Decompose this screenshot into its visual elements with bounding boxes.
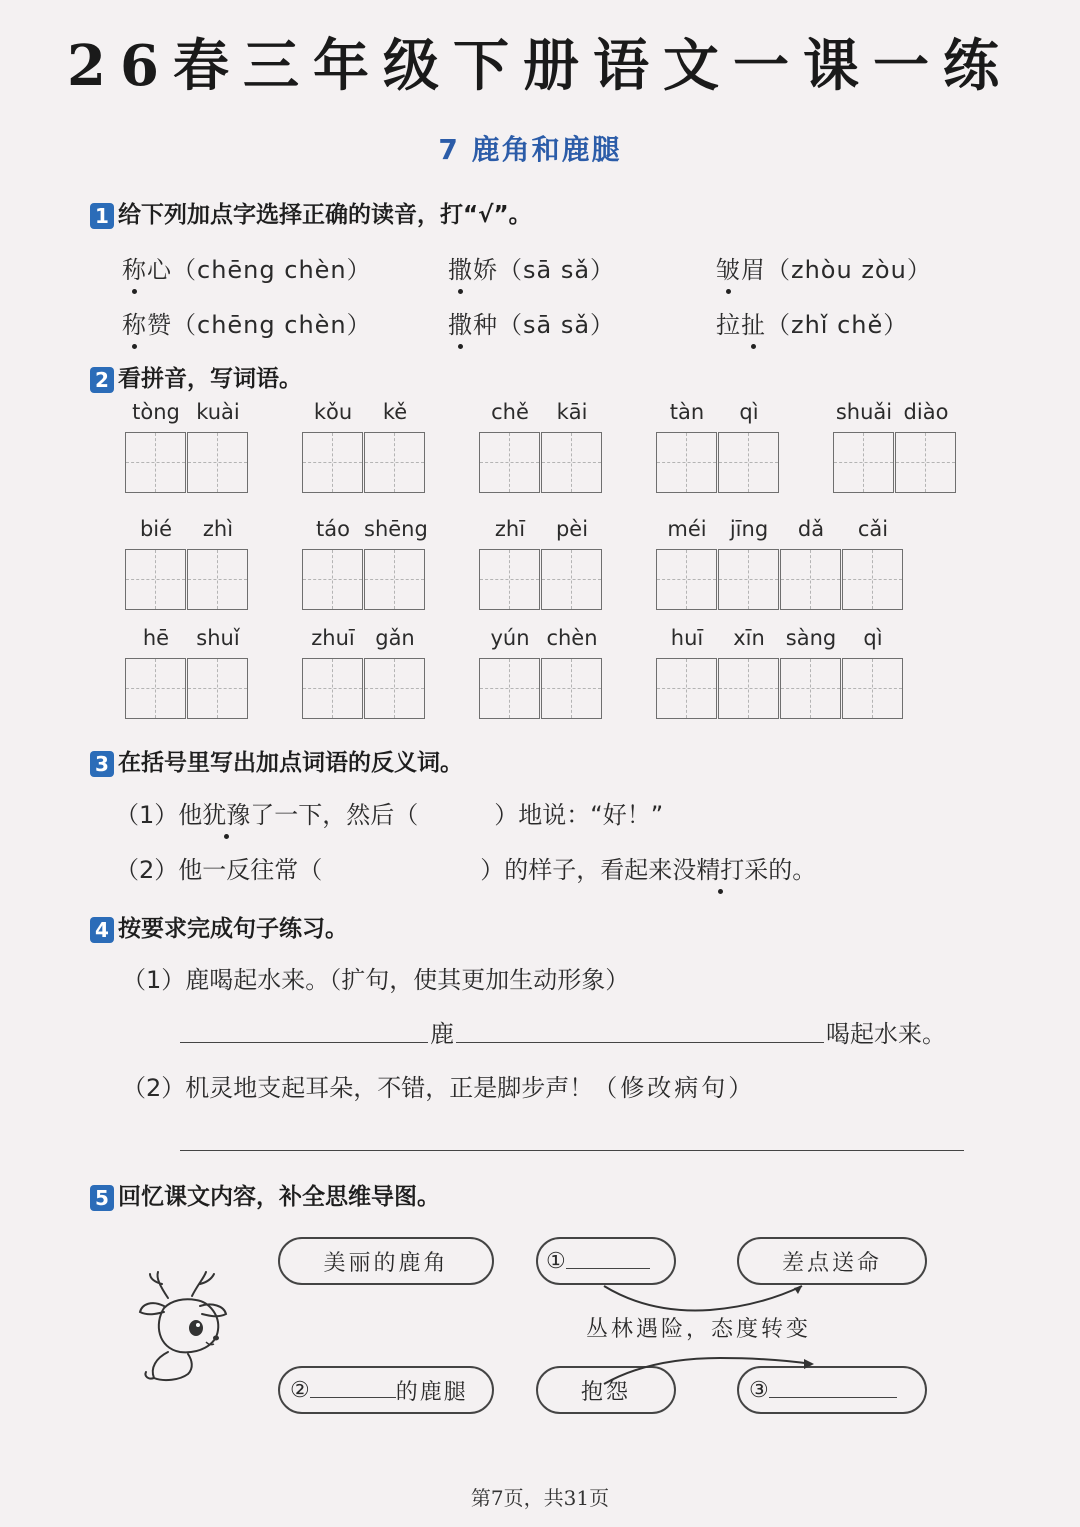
writing-box[interactable] xyxy=(364,658,425,719)
sentence-q1-mid: 鹿 xyxy=(430,1020,454,1048)
writing-box[interactable] xyxy=(833,432,894,493)
pinyin-label: shuǎi xyxy=(835,400,893,424)
section-4-number: 4 xyxy=(90,917,114,943)
writing-box[interactable] xyxy=(656,549,717,610)
writing-box[interactable] xyxy=(364,432,425,493)
mindmap-node-near-death: 差点送命 xyxy=(737,1237,927,1285)
sentence-q1: （1）鹿喝起水来。（扩句，使其更加生动形象） xyxy=(122,966,630,994)
writing-box[interactable] xyxy=(718,549,779,610)
writing-box[interactable] xyxy=(302,432,363,493)
pinyin-label: xīn xyxy=(733,626,765,650)
dotted-word: 没精打采 xyxy=(672,850,768,885)
writing-box[interactable] xyxy=(302,658,363,719)
pinyin-label: yún xyxy=(490,626,530,650)
deer-nose xyxy=(213,1336,219,1341)
arrow-upper xyxy=(604,1286,802,1311)
writing-box[interactable] xyxy=(656,432,717,493)
pinyin-label: gǎn xyxy=(375,626,415,650)
pinyin-label: hē xyxy=(142,626,170,650)
pinyin-label: shuǐ xyxy=(196,626,240,650)
mindmap-node-blank-3[interactable]: ③ xyxy=(737,1366,927,1414)
pinyin-label: sàng xyxy=(785,626,837,650)
pron-item-5: 撒种（sā sǎ） xyxy=(448,305,615,340)
arrow-lower xyxy=(604,1358,812,1384)
pinyin-label: bié xyxy=(139,517,173,541)
writing-box[interactable] xyxy=(780,549,841,610)
pinyin-label: zhī xyxy=(494,517,526,541)
pron-item-4: 称赞（chēng chèn） xyxy=(122,305,372,340)
answer-line[interactable] xyxy=(180,1042,428,1043)
section-2-heading xyxy=(90,360,302,393)
section-2-title: 看拼音，写词语。 xyxy=(118,366,302,392)
writing-box[interactable] xyxy=(541,549,602,610)
writing-box[interactable] xyxy=(656,658,717,719)
mindmap-node-complain: 抱怨 xyxy=(536,1366,676,1414)
pinyin-label: shēng xyxy=(364,517,428,541)
section-1-title: 给下列加点字选择正确的读音，打“√”。 xyxy=(118,202,532,228)
antonym-q1: （1）他犹豫了一下，然后（ ）地说：“好！” xyxy=(115,795,663,830)
writing-box[interactable] xyxy=(187,549,248,610)
writing-box[interactable] xyxy=(479,549,540,610)
pinyin-label: kǒu xyxy=(313,400,353,424)
section-4-title: 按要求完成句子练习。 xyxy=(118,916,348,942)
pinyin-label: táo xyxy=(316,517,350,541)
pinyin-label: tàn xyxy=(669,400,705,424)
sentence-q2: （2）机灵地支起耳朵，不错，正是脚步声！（修改病句） xyxy=(122,1074,756,1102)
antonym-q2: （2）他一反往常（ ）的样子，看起来没精打采的。 xyxy=(115,850,816,885)
page-footer: 第7页，共31页 xyxy=(470,1486,610,1510)
section-5-title: 回忆课文内容，补全思维导图。 xyxy=(118,1184,440,1210)
section-5-number: 5 xyxy=(90,1185,114,1211)
section-4-heading xyxy=(90,910,348,943)
mindmap-arrows xyxy=(590,1280,830,1390)
dotted-word: 犹豫 xyxy=(202,795,250,830)
section-3-heading xyxy=(90,744,463,777)
deer-illustration-icon xyxy=(134,1268,234,1388)
pinyin-label: chèn xyxy=(546,626,598,650)
section-3-number: 3 xyxy=(90,751,114,777)
pinyin-label: jīng xyxy=(729,517,769,541)
writing-box[interactable] xyxy=(479,432,540,493)
writing-box[interactable] xyxy=(187,432,248,493)
section-3-title: 在括号里写出加点词语的反义词。 xyxy=(118,750,463,776)
writing-box[interactable] xyxy=(780,658,841,719)
writing-box[interactable] xyxy=(125,432,186,493)
writing-box[interactable] xyxy=(125,658,186,719)
section-5-heading xyxy=(90,1178,440,1211)
pinyin-label: chě xyxy=(491,400,529,424)
writing-box[interactable] xyxy=(842,549,903,610)
arrow-lower-head xyxy=(804,1359,814,1369)
writing-box[interactable] xyxy=(895,432,956,493)
pinyin-label: kāi xyxy=(556,400,588,424)
pinyin-label: kě xyxy=(382,400,408,424)
writing-box[interactable] xyxy=(302,549,363,610)
pinyin-label: dǎ xyxy=(797,517,825,541)
mindmap-node-blank-1[interactable]: ① xyxy=(536,1237,676,1285)
section-1-heading xyxy=(90,196,532,229)
writing-box[interactable] xyxy=(364,549,425,610)
section-2-number: 2 xyxy=(90,367,114,393)
pinyin-label: qì xyxy=(739,400,759,424)
pinyin-label: kuài xyxy=(196,400,240,424)
writing-box[interactable] xyxy=(479,658,540,719)
section-1-number: 1 xyxy=(90,203,114,229)
pinyin-label: zhuī xyxy=(311,626,355,650)
pinyin-label: méi xyxy=(667,517,707,541)
pinyin-label: qì xyxy=(863,626,883,650)
pinyin-label: diào xyxy=(903,400,949,424)
writing-box[interactable] xyxy=(187,658,248,719)
pron-item-3: 皱眉（zhòu zòu） xyxy=(716,250,932,285)
answer-line[interactable] xyxy=(180,1150,964,1151)
writing-box[interactable] xyxy=(718,658,779,719)
writing-box[interactable] xyxy=(541,658,602,719)
pinyin-label: tòng xyxy=(132,400,180,424)
pron-item-6: 拉扯（zhǐ chě） xyxy=(716,305,908,340)
mindmap-node-beautiful-antlers: 美丽的鹿角 xyxy=(278,1237,494,1285)
lesson-title: 7 鹿角和鹿腿 xyxy=(438,133,622,166)
pinyin-label: pèi xyxy=(555,517,589,541)
pinyin-label: huī xyxy=(670,626,704,650)
pron-item-1: 称心（chēng chèn） xyxy=(122,250,372,285)
pron-item-2: 撒娇（sā sǎ） xyxy=(448,250,615,285)
answer-line[interactable] xyxy=(456,1042,824,1043)
mindmap-center-label: 丛林遇险，态度转变 xyxy=(586,1317,812,1342)
writing-box[interactable] xyxy=(718,432,779,493)
sentence-q1-end: 喝起水来。 xyxy=(826,1020,946,1048)
writing-box[interactable] xyxy=(541,432,602,493)
pinyin-label: cǎi xyxy=(857,517,889,541)
page-title: 26春三年级下册语文一课一练 xyxy=(67,33,1013,99)
writing-box[interactable] xyxy=(842,658,903,719)
pinyin-label: zhì xyxy=(202,517,234,541)
deer-eye xyxy=(189,1320,203,1336)
writing-box[interactable] xyxy=(125,549,186,610)
mindmap-node-blank-2[interactable]: ② 的鹿腿 xyxy=(278,1366,494,1414)
